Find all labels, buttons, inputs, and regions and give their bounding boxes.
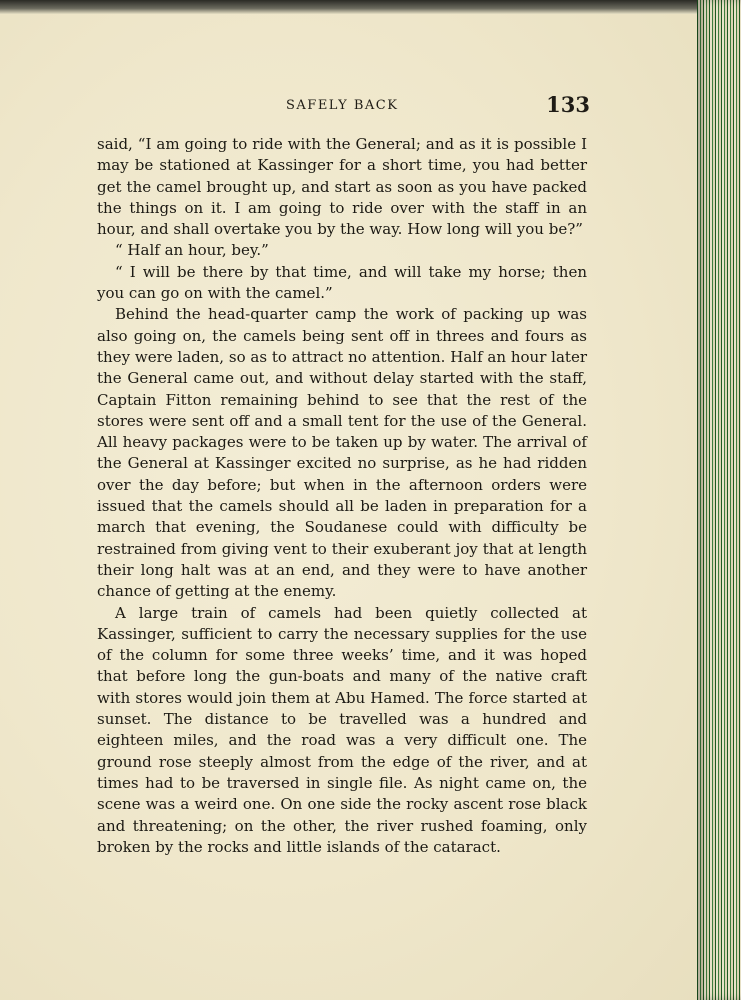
running-head-title: SAFELY BACK	[286, 98, 399, 113]
paragraph: Behind the head-quarter camp the work of packing up was also going on, the camels being sent off in threes and fours as they were laden, so as to attract no attention. Half an hour later the General came out, and without delay started with the staff, Captain Fitton remaining behind to see that the rest of the stores were sent off and a small tent for the use of the General. All heavy packages were to be taken up by water. The arrival of the General at Kassinger excited no surprise, as he had ridden over the day before; but when in the afternoon orders were issued that the camels should all be laden in preparation for a march that evening, the Soudanese could with difficulty be restrained from giving vent to their exuberant joy that at length their long halt was at an end, and they were to have another chance of getting at the enemy.	[97, 305, 587, 601]
paragraph: “ Half an hour, bey.”	[115, 241, 269, 260]
paragraph: A large train of camels had been quietly collected at Kassinger, sufficient to carry the necessary supplies for the use of the column for some three weeks’ time, and it was hoped that before long the gun-boats and many of the native craft with stores would join them at Abu Hamed. The force started at sunset. The distance to be travelled was a hundred and eighteen miles, and the road was a very difficult one. The ground rose steeply almost from the edge of the river, and at times had to be traversed in single file. As night came on, the scene was a weird one. On one side the rocky ascent rose black and threatening; on the other, the river rushed foaming, only broken by the rocks and little islands of the cataract.	[97, 603, 587, 856]
paragraph: said, “I am going to ride with the General; and as it is possible I may be stationed at Kassinger for a short time, you had better get the camel brought up, and start as soon as you have packed the things on it. I am going to ride over with the staff in an hour, and shall overtake you by the way. How long will you be?”	[97, 135, 587, 239]
book-top-edge	[0, 0, 741, 14]
page-number: 133	[546, 92, 590, 117]
body-text	[97, 134, 587, 858]
running-head	[96, 92, 590, 122]
paragraph: “ I will be there by that time, and will take my horse; then you can go on with the camel.”	[97, 262, 587, 303]
page-stack-edge	[697, 0, 741, 1000]
